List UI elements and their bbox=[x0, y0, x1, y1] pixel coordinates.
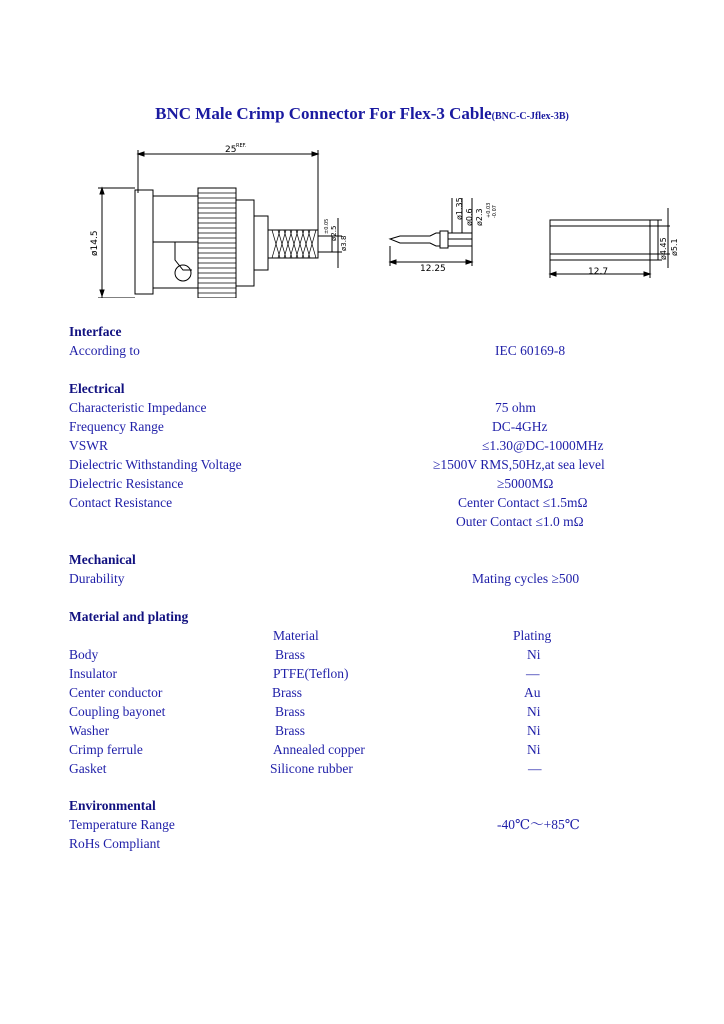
spec-value: Center Contact ≤1.5mΩ bbox=[458, 495, 588, 510]
dim-overall-length: 25 bbox=[225, 145, 237, 155]
section-heading-environmental: Environmental bbox=[69, 798, 156, 813]
column-header-plating: Plating bbox=[513, 628, 552, 643]
material-name: Annealed copper bbox=[273, 742, 365, 757]
dim-pin-tol-plus: +0.03 bbox=[486, 202, 492, 218]
material-plating: — bbox=[526, 666, 540, 681]
spec-value: 75 ohm bbox=[495, 400, 536, 415]
dim-overall-ref: REF. bbox=[236, 143, 247, 149]
dim-ferrule-dia-1: ø4.45 bbox=[659, 237, 668, 260]
material-plating: Ni bbox=[527, 723, 541, 738]
material-part: Washer bbox=[69, 723, 110, 738]
spec-value: ≥1500V RMS,50Hz,at sea level bbox=[433, 457, 605, 472]
material-part: Center conductor bbox=[69, 685, 163, 700]
spec-value: -40℃～+85℃ bbox=[497, 817, 580, 832]
material-name: Brass bbox=[275, 647, 305, 662]
title-main: BNC Male Crimp Connector For Flex-3 Cable bbox=[155, 104, 492, 123]
spec-label: According to bbox=[69, 343, 140, 358]
material-plating: Au bbox=[524, 685, 541, 700]
spec-value: Outer Contact ≤1.0 mΩ bbox=[456, 514, 584, 529]
section-heading-material: Material and plating bbox=[69, 609, 189, 624]
dim-pin-dia-2: ø0.6 bbox=[465, 208, 474, 226]
spec-label: Contact Resistance bbox=[69, 495, 173, 510]
connector-drawing bbox=[80, 138, 680, 298]
material-part: Body bbox=[69, 647, 99, 662]
section-heading-mechanical: Mechanical bbox=[69, 552, 136, 567]
material-plating: Ni bbox=[527, 647, 541, 662]
title-part-number: (BNC-C-Jflex-3B) bbox=[491, 111, 569, 122]
document-title bbox=[0, 104, 724, 124]
dim-body-diameter: ø14.5 bbox=[90, 230, 100, 256]
spec-value: ≥5000MΩ bbox=[497, 476, 554, 491]
dim-pin-dia-1: ø1.35 bbox=[455, 197, 464, 220]
dim-ferrule-dia-2: ø5.1 bbox=[670, 238, 679, 256]
spec-label: RoHs Compliant bbox=[69, 836, 161, 851]
material-part: Coupling bayonet bbox=[69, 704, 166, 719]
dim-ferrule-length: 12.7 bbox=[588, 267, 609, 277]
spec-label: Durability bbox=[69, 571, 125, 586]
dim-pin-length: 12.25 bbox=[420, 264, 446, 274]
spec-label: VSWR bbox=[69, 438, 109, 453]
dim-pin-tol-minus: -0.07 bbox=[492, 205, 498, 218]
material-plating: — bbox=[528, 761, 542, 776]
material-part: Crimp ferrule bbox=[69, 742, 143, 757]
spec-label: Characteristic Impedance bbox=[69, 400, 207, 415]
material-part: Insulator bbox=[69, 666, 117, 681]
spec-label: Dielectric Resistance bbox=[69, 476, 184, 491]
spec-label: Dielectric Withstanding Voltage bbox=[69, 457, 242, 472]
dim-crimp-tolerance: ±0.05 bbox=[324, 218, 330, 234]
spec-label: Frequency Range bbox=[69, 419, 164, 434]
section-heading-interface: Interface bbox=[69, 324, 122, 339]
material-name: Silicone rubber bbox=[270, 761, 353, 776]
material-plating: Ni bbox=[527, 704, 541, 719]
material-name: Brass bbox=[275, 723, 305, 738]
spec-value: DC-4GHz bbox=[492, 419, 548, 434]
material-name: PTFE(Teflon) bbox=[273, 666, 349, 681]
dim-crimp-diameter: ø3.8 bbox=[340, 235, 348, 251]
crimp-ferrule-view bbox=[550, 208, 670, 278]
spec-value: Mating cycles ≥500 bbox=[472, 571, 580, 586]
spec-value: ≤1.30@DC-1000MHz bbox=[482, 438, 604, 453]
material-name: Brass bbox=[272, 685, 302, 700]
dim-pin-dia-3: ø2.3 bbox=[475, 208, 484, 226]
dim-crimp-inner: ø2.5 bbox=[330, 225, 338, 241]
section-heading-electrical: Electrical bbox=[69, 381, 125, 396]
spec-label: Temperature Range bbox=[69, 817, 175, 832]
material-part: Gasket bbox=[69, 761, 107, 776]
connector-side-view bbox=[98, 150, 342, 298]
material-plating: Ni bbox=[527, 742, 541, 757]
material-name: Brass bbox=[275, 704, 305, 719]
spec-value: IEC 60169-8 bbox=[495, 343, 566, 358]
column-header-material: Material bbox=[273, 628, 319, 643]
